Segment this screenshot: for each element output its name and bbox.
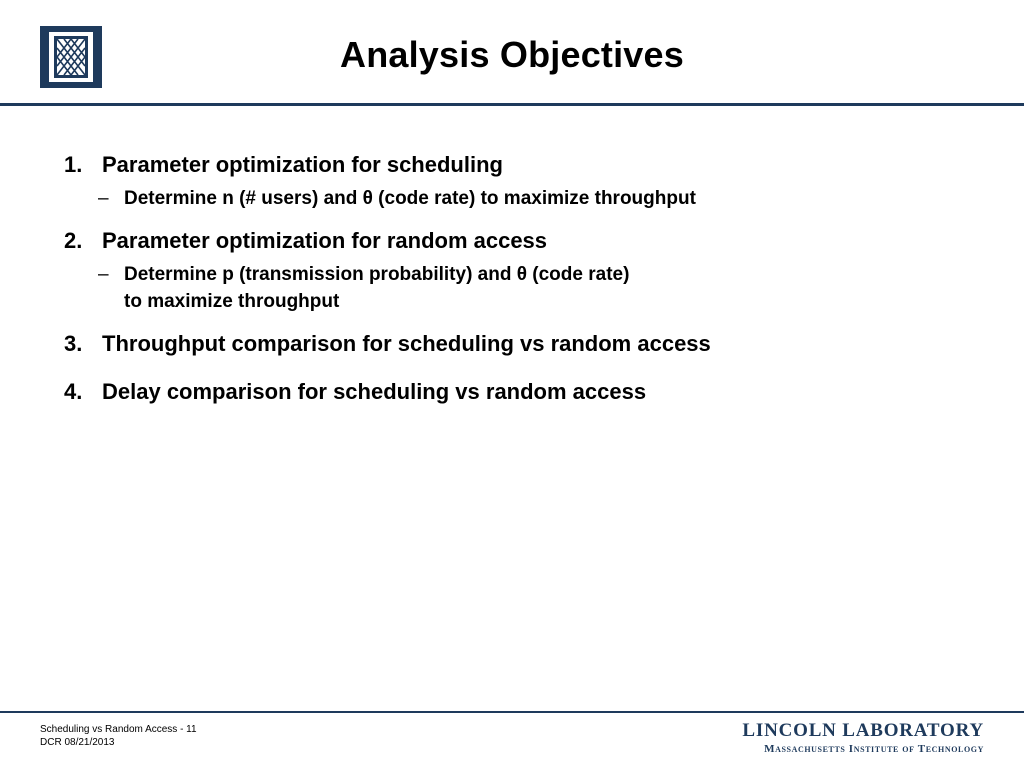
- footer-slide-label: Scheduling vs Random Access - 11: [40, 724, 197, 735]
- list-item: [64, 329, 964, 359]
- sub-item-text: Determine p (transmission probability) and θ (code rate): [124, 264, 630, 285]
- item-number: 2.: [64, 228, 83, 253]
- item-number: 1.: [64, 152, 83, 177]
- item-number: 4.: [64, 379, 83, 404]
- sub-bullet-dash: –: [98, 188, 109, 209]
- header-divider: [0, 103, 1024, 106]
- item-text: Throughput comparison for scheduling vs random access: [102, 331, 711, 356]
- sub-item-text: Determine n (# users) and θ (code rate) to maximize throughput: [124, 188, 696, 209]
- item-text: Parameter optimization for random access: [102, 228, 548, 253]
- item-text: Delay comparison for scheduling vs random access: [102, 379, 647, 404]
- page-title: Analysis Objectives: [340, 34, 684, 75]
- lab-name: LINCOLN LABORATORY: [742, 720, 984, 741]
- item-number: 3.: [64, 331, 83, 356]
- list-item: [64, 377, 964, 407]
- sub-item-text-continued: to maximize throughput: [124, 291, 340, 312]
- sub-bullet-dash: –: [98, 264, 109, 285]
- list-item: [64, 226, 964, 315]
- footer-info: [40, 723, 197, 749]
- footer-date: DCR 08/21/2013: [40, 737, 115, 748]
- item-text: Parameter optimization for scheduling: [102, 152, 503, 177]
- footer-divider: [0, 711, 1024, 713]
- objectives-list: [64, 150, 964, 407]
- lincoln-lab-wordmark: [742, 720, 984, 756]
- lab-org: Massachusetts Institute of Technology: [764, 743, 984, 755]
- list-item: [64, 150, 964, 212]
